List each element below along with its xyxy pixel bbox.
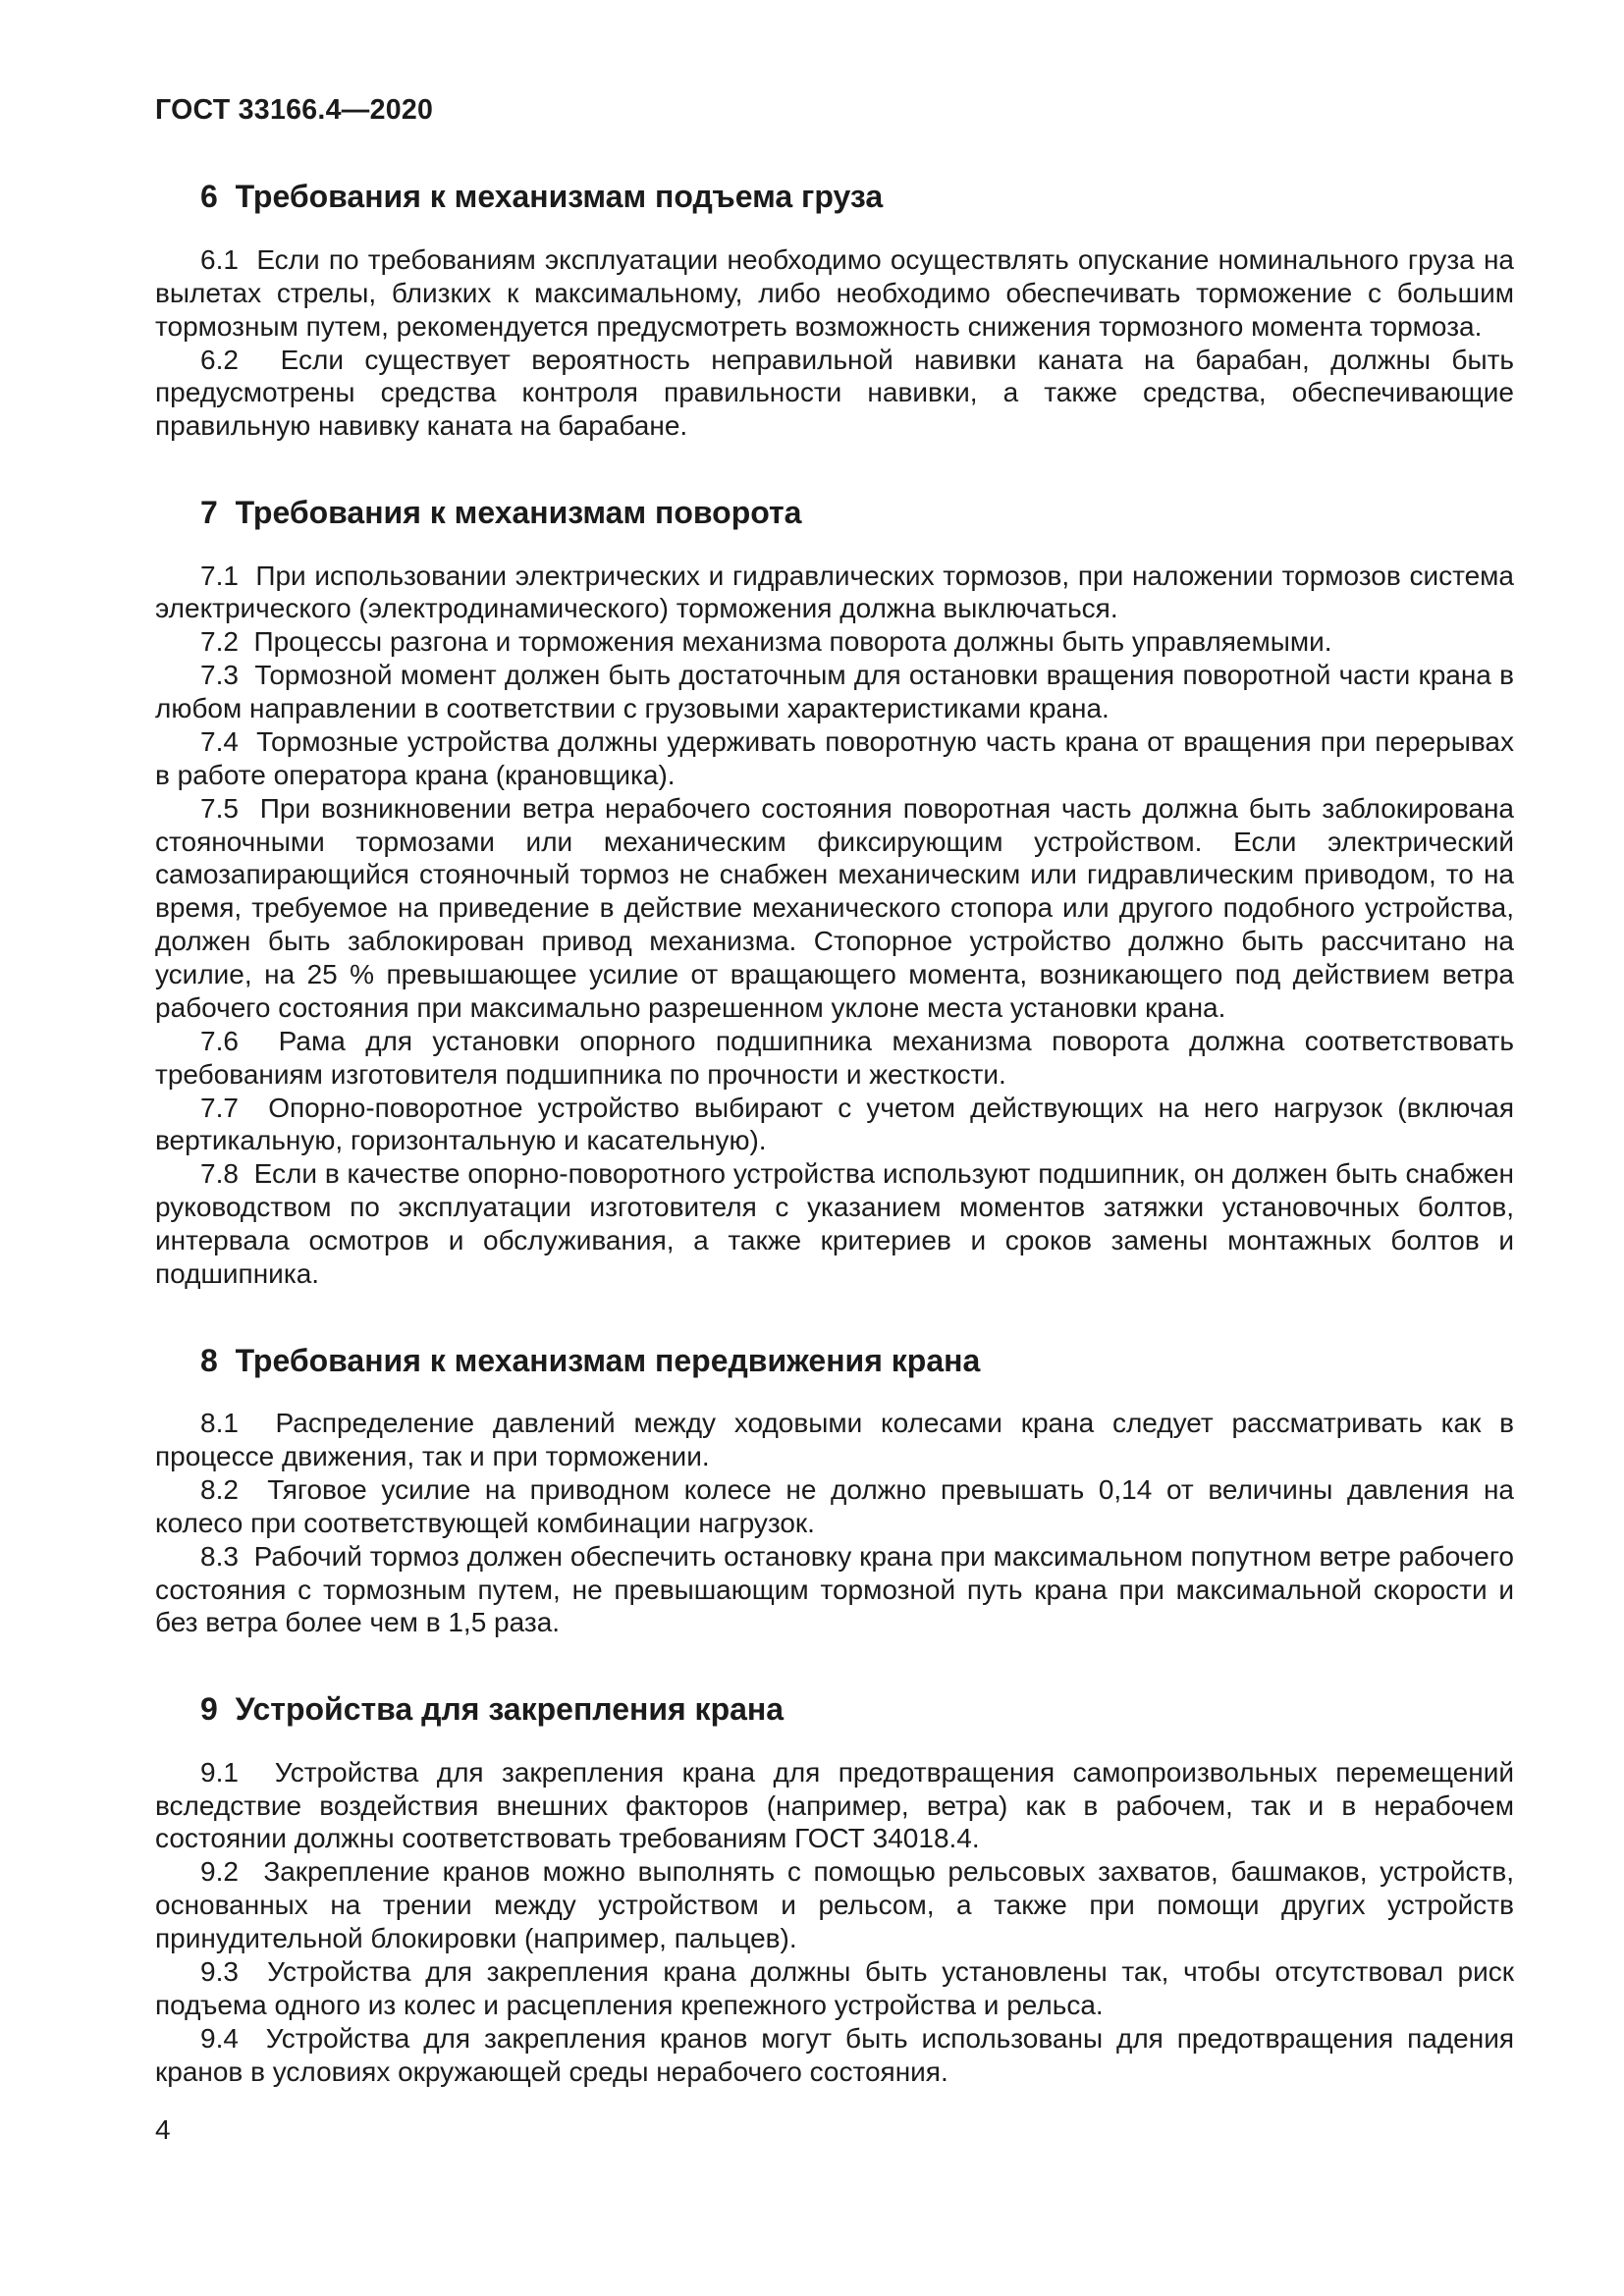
paragraph-7-8: 7.8 Если в качестве опорно-поворотного устройства используют подшипник, он должен быть снабжен руководством по эксплуатации изготовителя с указанием моментов затяжки установочных болтов, интервала осмотров и обслуживания, а также критериев и сроков замены монтажных болтов и подшипника.: [155, 1158, 1514, 1289]
section-8-heading: 8 Требования к механизмам передвижения крана: [200, 1342, 981, 1378]
document-code-header: ГОСТ 33166.4—2020: [155, 94, 434, 126]
paragraph-7-5: 7.5 При возникновении ветра нерабочего состояния поворотная часть должна быть заблокирована стояночными тормозами или механическим фиксирующим устройством. Если электрический самозапирающийся стояночный тормоз не снабжен механическим или гидравлическим приводом, то на время, требуемое на приведение в действие механического стопора или другого подобного устройства, должен быть заблокирован привод механизма. Стопорное устройство должно быть рассчитано на усилие, на 25 % превышающее усилие от вращающего момента, возникающего под действием ветра рабочего состояния при максимально разрешенном уклоне места установки крана.: [155, 792, 1514, 1023]
paragraph-7-1: 7.1 При использовании электрических и гидравлических тормозов, при наложении тормозов система электрического (электродинамического) торможения должна выключаться.: [155, 560, 1514, 624]
paragraph-7-7: 7.7 Опорно-поворотное устройство выбирают с учетом действующих на него нагрузок (включая вертикальную, горизонтальную и касательную).: [155, 1092, 1514, 1156]
paragraph-7-4: 7.4 Тормозные устройства должны удерживать поворотную часть крана от вращения при перерывах в работе оператора крана (крановщика).: [155, 725, 1514, 790]
paragraph-7-6: 7.6 Рама для установки опорного подшипника механизма поворота должна соответствовать требованиям изготовителя подшипника по прочности и жесткости.: [155, 1025, 1514, 1090]
paragraph-6-1: 6.1 Если по требованиям эксплуатации необходимо осуществлять опускание номинального груза на вылетах стрелы, близких к максимальному, либо необходимо обеспечивать торможение с большим тормозным путем, рекомендуется предусмотреть возможность снижения тормозного момента тормоза.: [155, 243, 1514, 342]
paragraph-9-4: 9.4 Устройства для закрепления кранов могут быть использованы для предотвращения падения кранов в условиях окружающей среды нерабочего состояния.: [155, 2022, 1514, 2087]
paragraph-9-1: 9.1 Устройства для закрепления крана для предотвращения самопроизвольных перемещений вследствие воздействия внешних факторов (например, ветра) как в рабочем, так и в нерабочем состоянии должны соответствовать требованиям ГОСТ 34018.4.: [155, 1756, 1514, 1854]
section-6-heading: 6 Требования к механизмам подъема груза: [200, 179, 884, 215]
section-7: [155, 494, 1514, 1291]
paragraph-9-3: 9.3 Устройства для закрепления крана должны быть установлены так, чтобы отсутствовал риск подъема одного из колес и расцепления крепежного устройства и рельса.: [155, 1955, 1514, 2020]
section-9: [155, 1690, 1514, 2088]
page-number: 4: [155, 2114, 171, 2146]
paragraph-7-2: 7.2 Процессы разгона и торможения механизма поворота должны быть управляемыми.: [200, 626, 1332, 658]
section-6: [155, 178, 1514, 443]
paragraph-8-2: 8.2 Тяговое усилие на приводном колесе не должно превышать 0,14 от величины давления на колесо при соответствующей комбинации нагрузок.: [155, 1473, 1514, 1538]
paragraph-6-2: 6.2 Если существует вероятность неправильной навивки каната на барабан, должны быть предусмотрены средства контроля правильности навивки, а также средства, обеспечивающие правильную навивку каната на барабане.: [155, 344, 1514, 442]
section-7-heading: 7 Требования к механизмам поворота: [200, 495, 802, 531]
paragraph-9-2: 9.2 Закрепление кранов можно выполнять с помощью рельсовых захватов, башмаков, устройств, основанных на трении между устройством и рельсом, а также при помощи других устройств принудительной блокировки (например, пальцев).: [155, 1856, 1514, 1954]
paragraph-8-3: 8.3 Рабочий тормоз должен обеспечить остановку крана при максимальном попутном ветре рабочего состояния с тормозным путем, не превышающим тормозной путь крана при максимальной скорости и без ветра более чем в 1,5 раза.: [155, 1540, 1514, 1638]
section-9-heading: 9 Устройства для закрепления крана: [200, 1691, 785, 1728]
paragraph-8-1: 8.1 Распределение давлений между ходовыми колесами крана следует рассматривать как в процессе движения, так и при торможении.: [155, 1408, 1514, 1472]
section-8: [155, 1342, 1514, 1640]
paragraph-7-3: 7.3 Тормозной момент должен быть достаточным для остановки вращения поворотной части крана в любом направлении в соответствии с грузовыми характеристиками крана.: [155, 660, 1514, 724]
